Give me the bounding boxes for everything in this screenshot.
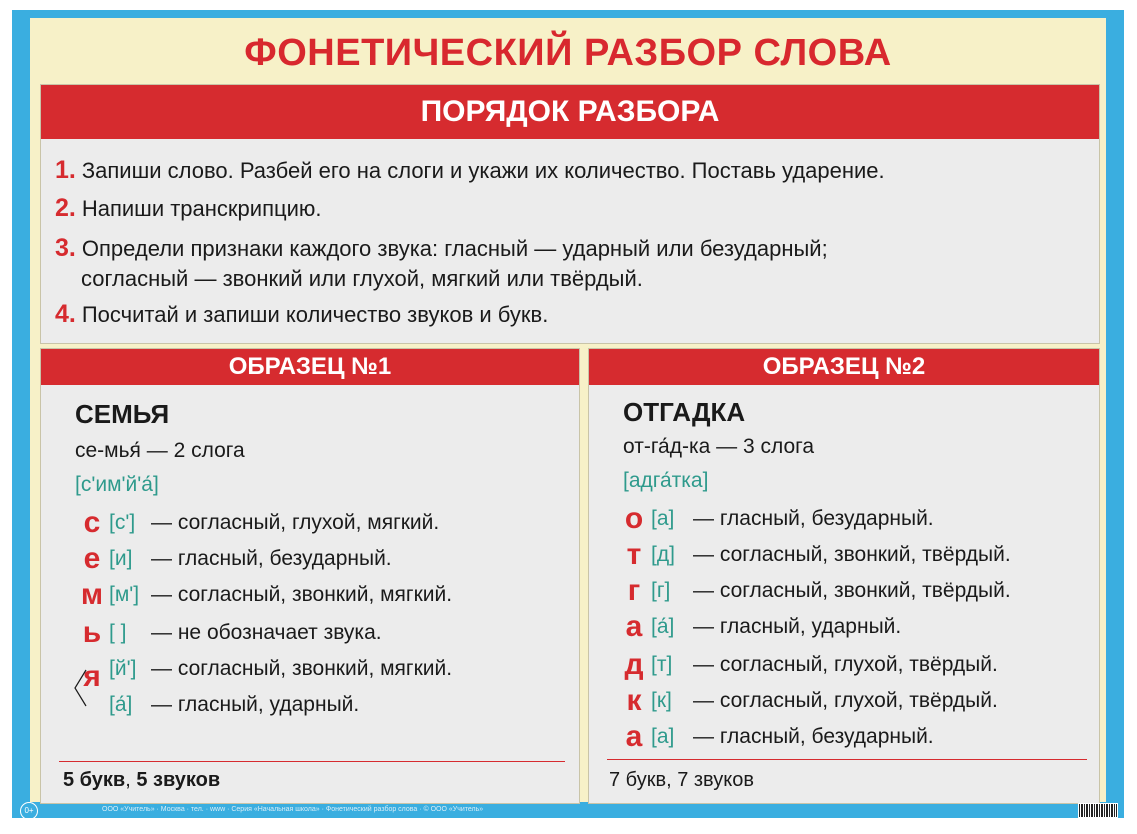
sample-2-word: ОТГАДКА bbox=[623, 397, 746, 427]
sound-description: — не обозначает звука. bbox=[151, 621, 382, 644]
sound: [а] bbox=[651, 507, 675, 530]
letter: а bbox=[625, 720, 643, 753]
brace-icon bbox=[72, 668, 88, 708]
divider-line bbox=[607, 759, 1087, 760]
barcode bbox=[1078, 803, 1118, 818]
order-heading: ПОРЯДОК РАЗБОРА bbox=[41, 85, 1099, 139]
letters-count: 7 букв bbox=[609, 769, 667, 791]
sound: [а́] bbox=[109, 693, 133, 716]
sample-2-syllables: от-га́д-ка — 3 слога bbox=[623, 435, 815, 458]
sample-2-row bbox=[617, 539, 1011, 571]
step-1 bbox=[55, 155, 885, 186]
sample-1-row bbox=[75, 579, 452, 611]
sound-description: — согласный, звонкий, твёрдый. bbox=[693, 579, 1011, 602]
sound-description: — гласный, ударный. bbox=[151, 693, 360, 716]
sample-1-heading: ОБРАЗЕЦ №1 bbox=[41, 349, 579, 385]
sample-2-row bbox=[617, 721, 934, 753]
sound-description: — согласный, звонкий, твёрдый. bbox=[693, 543, 1011, 566]
letter: г bbox=[627, 574, 641, 607]
sound-description: — согласный, звонкий, мягкий. bbox=[151, 583, 453, 606]
step-2 bbox=[55, 193, 322, 224]
sound: [с'] bbox=[109, 511, 136, 534]
sound-description: — гласный, безударный. bbox=[151, 547, 392, 570]
sample-1-row bbox=[75, 653, 453, 693]
sample-1-count: 5 букв, 5 звуков bbox=[63, 769, 221, 791]
letter: д bbox=[624, 648, 644, 681]
sounds-count: 5 звуков bbox=[136, 769, 221, 791]
sample-1-panel bbox=[40, 348, 580, 804]
sound: [ ] bbox=[109, 621, 127, 644]
sound-description: — согласный, глухой, твёрдый. bbox=[693, 689, 998, 712]
poster-frame bbox=[12, 10, 1124, 818]
sample-2-row bbox=[617, 575, 1011, 607]
letter: к bbox=[626, 684, 642, 717]
sample-2-heading: ОБРАЗЕЦ №2 bbox=[589, 349, 1099, 385]
step-3 bbox=[55, 233, 828, 294]
letter: т bbox=[626, 538, 642, 571]
sample-2-row bbox=[617, 685, 998, 717]
letters-count: 5 букв bbox=[63, 769, 126, 791]
sample-2-transcription: [адга́тка] bbox=[623, 469, 709, 492]
sample-2-row bbox=[617, 611, 901, 643]
step-text: Напиши транскрипцию. bbox=[81, 196, 322, 221]
letter: м bbox=[80, 578, 104, 611]
sample-1-row bbox=[75, 617, 382, 649]
sound: [а] bbox=[651, 725, 675, 748]
sound-description: — согласный, глухой, мягкий. bbox=[151, 511, 440, 534]
sample-1-row bbox=[75, 543, 392, 575]
letter: е bbox=[83, 542, 101, 575]
step-text: Запиши слово. Разбей его на слоги и укажи их количество. Поставь ударение. bbox=[81, 158, 885, 183]
step-number: 2. bbox=[55, 194, 76, 222]
sound-description: — согласный, глухой, твёрдый. bbox=[693, 653, 998, 676]
sounds-count: 7 звуков bbox=[677, 769, 754, 791]
publisher-footer: ООО «Учитель» · Москва · тел. · www · Серия «Начальная школа» · Фонетический разбор слова · © ООО «Учитель» bbox=[102, 806, 484, 813]
sound-description: — гласный, ударный. bbox=[693, 615, 902, 638]
sound-description: — гласный, безударный. bbox=[693, 507, 934, 530]
step-text: Посчитай и запиши количество звуков и букв. bbox=[81, 302, 549, 327]
sound: [г] bbox=[651, 579, 671, 602]
sound: [д] bbox=[651, 543, 675, 566]
sound: [и] bbox=[109, 547, 133, 570]
sound: [т] bbox=[651, 653, 673, 676]
poster-title: ФОНЕТИЧЕСКИЙ РАЗБОР СЛОВА bbox=[244, 32, 892, 74]
letter: ь bbox=[82, 616, 102, 649]
sample-2-panel bbox=[588, 348, 1100, 804]
step-number: 4. bbox=[55, 300, 76, 328]
letter: о bbox=[624, 502, 644, 535]
sample-1-row bbox=[109, 689, 359, 721]
letter: с bbox=[83, 506, 101, 539]
letter: я bbox=[83, 660, 101, 693]
step-text: Определи признаки каждого звука: гласный — ударный или безударный; bbox=[81, 236, 828, 261]
sample-2-row bbox=[617, 649, 998, 681]
step-4 bbox=[55, 299, 548, 330]
sound-description: — гласный, безударный. bbox=[693, 725, 934, 748]
step-text-continued: согласный — звонкий или глухой, мягкий или твёрдый. bbox=[81, 266, 643, 291]
sample-1-transcription: [с'им'й'а́] bbox=[75, 473, 159, 496]
sound: [м'] bbox=[109, 583, 140, 606]
sample-2-count: 7 букв, 7 звуков bbox=[609, 769, 754, 791]
sound: [а́] bbox=[651, 615, 675, 638]
order-section bbox=[40, 84, 1100, 344]
sample-1-row bbox=[75, 507, 439, 539]
step-number: 3. bbox=[55, 234, 76, 262]
sound: [к] bbox=[651, 689, 672, 712]
step-number: 1. bbox=[55, 156, 76, 184]
letter: а bbox=[625, 610, 643, 643]
sound: [й'] bbox=[109, 657, 137, 680]
divider-line bbox=[59, 761, 565, 762]
sample-2-row bbox=[617, 503, 934, 535]
sound-description: — согласный, звонкий, мягкий. bbox=[151, 657, 453, 680]
age-rating-badge: 0+ bbox=[20, 802, 38, 820]
sample-1-word: СЕМЬЯ bbox=[75, 399, 170, 429]
poster-inner bbox=[30, 18, 1106, 802]
sample-1-syllables: се-мья́ — 2 слога bbox=[75, 439, 245, 462]
